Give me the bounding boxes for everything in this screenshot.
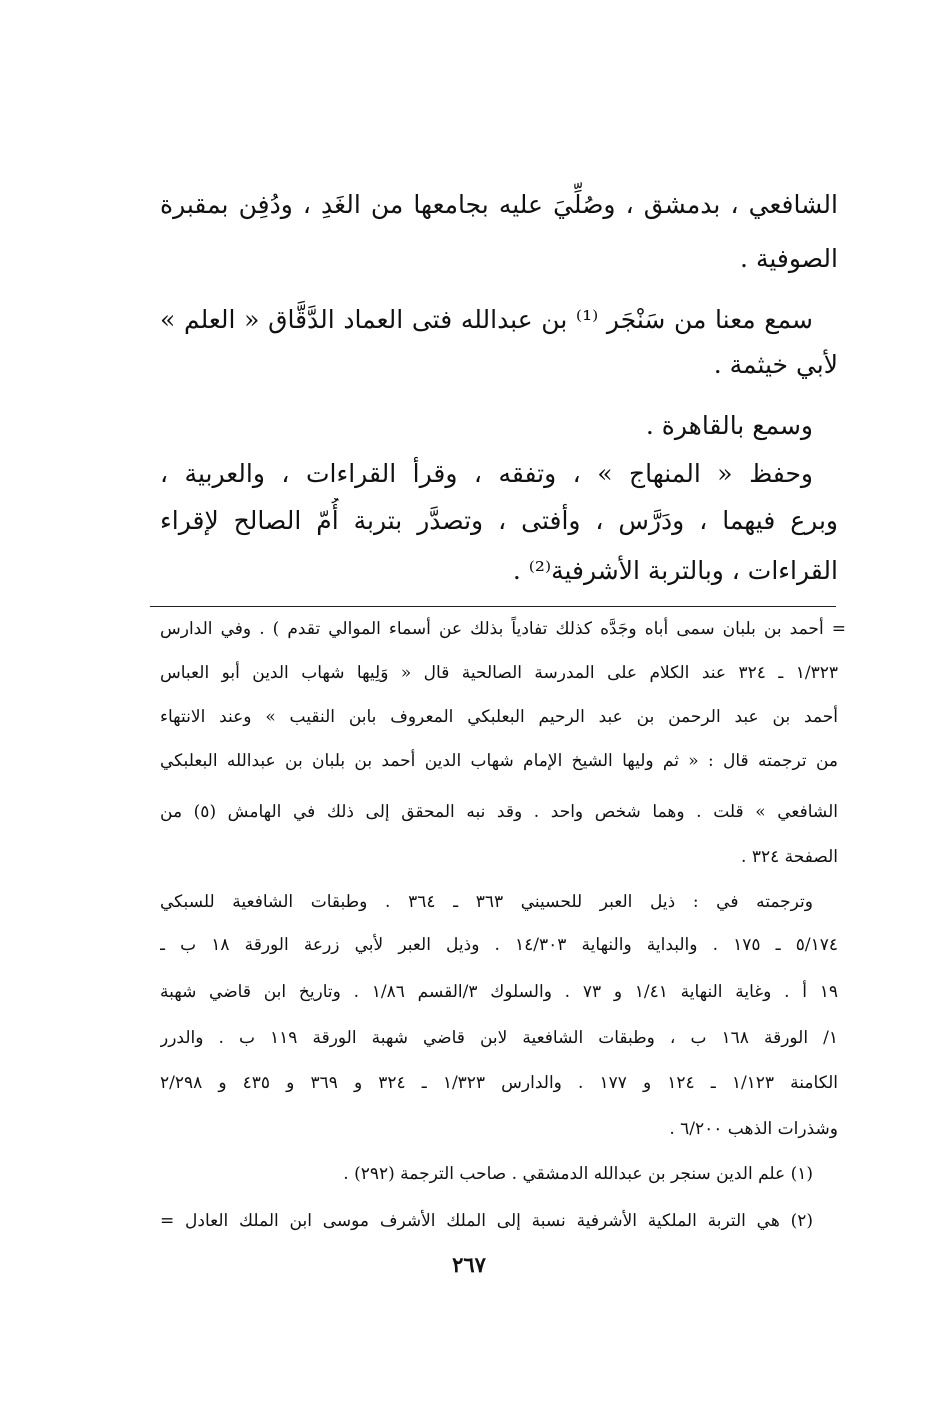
body-line-1: الشافعي ، بدمشق ، وصُلِّيَ عليه بجامعها من الغَدِ ، ودُفِن بمقبرة: [160, 190, 838, 219]
footnote-line-10: ١/ الورقة ١٦٨ ب ، وطبقات الشافعية لابن قاضي شهبة الورقة ١١٩ ب . والدرر: [160, 1028, 838, 1048]
footnote-line-7: وترجمته في : ذيل العبر للحسيني ٣٦٣ ـ ٣٦٤ . وطبقات الشافعية للسبكي: [160, 892, 813, 912]
body-line-3: سمع معنا من سَنْجَر ⁽¹⁾ بن عبدالله فتى العماد الدَّقَّاق « العلم »: [160, 305, 813, 334]
footnote-line-5: الشافعي » قلت . وهما شخص واحد . وقد نبه المحقق إلى ذلك في الهامش (٥) من: [160, 802, 838, 822]
body-line-8: القراءات ، وبالتربة الأشرفية⁽²⁾ .: [512, 556, 838, 585]
footnote-line-2: ١/٣٢٣ ـ ٣٢٤ عند الكلام على المدرسة الصالحية قال « وَلِيها شهاب الدين أبو العباس: [160, 663, 838, 683]
body-line-4: لأبي خيثمة .: [713, 350, 838, 379]
body-line-7: وبرع فيهما ، ودَرَّس ، وأفتى ، وتصدَّر بتربة أُمّ الصالح لإقراء: [160, 506, 838, 535]
footnote-line-12: وشذرات الذهب ٦/٢٠٠ .: [669, 1119, 838, 1139]
footnote-separator: [150, 606, 836, 607]
footnote-line-4: من ترجمته قال : « ثم وليها الشيخ الإمام شهاب الدين أحمد بن بلبان بن عبدالله البعلبكي: [160, 751, 838, 771]
footnote-line-6: الصفحة ٣٢٤ .: [741, 847, 838, 867]
page-number: ٢٦٧: [452, 1252, 486, 1277]
footnote-line-1: = أحمد بن بلبان سمى أباه وجَدَّه كذلك تفادياً بذلك عن أسماء الموالي تقدم ) . وفي الدارس: [160, 619, 846, 639]
footnote-1: (١) علم الدين سنجر بن عبدالله الدمشقي . صاحب الترجمة (٢٩٢) .: [343, 1164, 813, 1184]
body-line-5: وسمع بالقاهرة .: [645, 411, 813, 440]
footnote-line-9: ١٩ أ . وغاية النهاية ١/٤١ و ٧٣ . والسلوك ٣/القسم ١/٨٦ . وتاريخ ابن قاضي شهبة: [160, 982, 838, 1002]
body-line-6: وحفظ « المنهاج » ، وتفقه ، وقرأ القراءات ، والعربية ،: [160, 459, 813, 488]
body-line-2: الصوفية .: [740, 244, 838, 273]
footnote-line-11: الكامنة ١/١٢٣ ـ ١٢٤ و ١٧٧ . والدارس ١/٣٢٣ ـ ٣٢٤ و ٣٦٩ و ٤٣٥ و ٢/٢٩٨: [160, 1073, 838, 1093]
footnote-line-8: ٥/١٧٤ ـ ١٧٥ . والبداية والنهاية ١٤/٣٠٣ . وذيل العبر لأبي زرعة الورقة ١٨ ب ـ: [160, 935, 838, 955]
footnote-line-3: أحمد بن عبد الرحمن بن عبد الرحيم البعلبكي المعروف بابن النقيب » وعند الانتهاء: [160, 707, 838, 727]
footnote-2: (٢) هي التربة الملكية الأشرفية نسبة إلى الملك الأشرف موسى ابن الملك العادل =: [160, 1211, 813, 1231]
